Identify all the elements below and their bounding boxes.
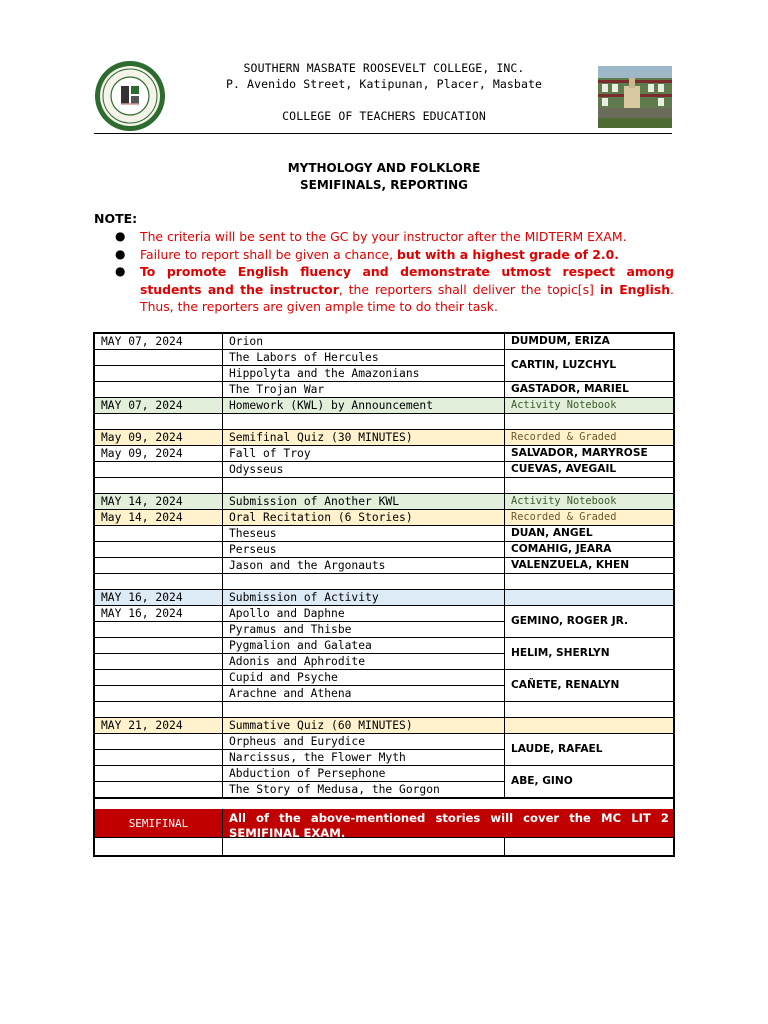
topic-cell: Submission of Activity — [223, 590, 505, 605]
date-cell — [95, 414, 223, 429]
reporter-cell-merged: LAUDE, RAFAEL — [505, 734, 673, 766]
topic-cell: Semifinal Quiz (30 MINUTES) — [223, 430, 505, 445]
reporter-cell: VALENZUELA, KHEN — [511, 559, 630, 571]
date-cell — [95, 686, 223, 701]
semifinal-message: All of the above-mentioned stories will cover the MC LIT 2 SEMIFINAL EXAM. — [229, 811, 669, 840]
reporter-cell — [505, 414, 673, 429]
reporter-cell-merged: CARTIN, LUZCHYL — [505, 350, 673, 382]
date-cell: MAY 21, 2024 — [95, 718, 223, 733]
reporter-cell: Activity Notebook — [505, 398, 673, 413]
document-title: MYTHOLOGY AND FOLKLORE — [287, 161, 481, 175]
topic-cell — [223, 574, 505, 589]
topic-cell: Pyramus and Thisbe — [223, 622, 505, 637]
date-cell — [95, 654, 223, 669]
note-item: ● Failure to report shall be given a chance, but with a highest grade of 2.0. — [115, 246, 619, 262]
table-row — [95, 718, 673, 734]
topic-cell: Apollo and Daphne — [223, 606, 505, 621]
empty-cell — [223, 838, 505, 855]
document-subtitle: SEMIFINALS, REPORTING — [300, 178, 468, 192]
topic-cell — [223, 702, 505, 717]
topic-cell: Abduction of Persephone — [223, 766, 505, 781]
table-row — [95, 334, 673, 350]
date-cell: MAY 07, 2024 — [95, 398, 223, 413]
table-row — [95, 574, 673, 590]
note-label: NOTE: — [94, 211, 138, 226]
date-cell — [95, 734, 223, 749]
topic-cell: The Trojan War — [223, 382, 505, 397]
bullet-icon: ● — [115, 264, 126, 279]
topic-cell: Perseus — [223, 542, 505, 557]
table-row — [95, 382, 673, 398]
reporter-cell: Recorded & Graded — [505, 430, 673, 445]
topic-cell — [223, 414, 505, 429]
note-item: ● The criteria will be sent to the GC by your instructor after the MIDTERM EXAM. — [115, 229, 627, 244]
date-cell — [95, 766, 223, 781]
date-cell: MAY 14, 2024 — [95, 494, 223, 509]
reporter-cell — [505, 702, 673, 717]
note-item: ● To promote English fluency and demonstrate utmost respect among students and the instructor, the reporters shall deliver the topic[s] in English. Thus, the reporters are given ample time to do their task. — [115, 264, 674, 315]
reporter-cell — [505, 718, 673, 733]
school-name: SOUTHERN MASBATE ROOSEVELT COLLEGE, INC. — [243, 61, 525, 75]
topic-cell: Arachne and Athena — [223, 686, 505, 701]
table-row — [95, 478, 673, 494]
reporter-cell — [505, 574, 673, 589]
topic-cell: Submission of Another KWL — [223, 494, 505, 509]
date-cell — [95, 558, 223, 573]
schedule-table — [93, 332, 675, 857]
reporter-cell: Activity Notebook — [505, 494, 673, 509]
reporter-cell: DUMDUM, ERIZA — [511, 335, 610, 347]
reporter-cell: GASTADOR, MARIEL — [511, 383, 629, 395]
table-row — [95, 430, 673, 446]
empty-cell — [95, 838, 223, 855]
date-cell: May 09, 2024 — [95, 430, 223, 445]
bullet-icon: ● — [115, 246, 126, 261]
reporter-cell: CUEVAS, AVEGAIL — [511, 463, 617, 475]
department-name: COLLEGE OF TEACHERS EDUCATION — [282, 109, 486, 123]
date-cell — [95, 638, 223, 653]
topic-cell: Homework (KWL) by Announcement — [223, 398, 505, 413]
table-row — [95, 414, 673, 430]
table-row — [95, 558, 673, 574]
date-cell — [95, 750, 223, 765]
date-cell — [95, 702, 223, 717]
table-row — [95, 590, 673, 606]
reporter-cell-merged: GEMINO, ROGER JR. — [505, 606, 673, 638]
table-row — [95, 398, 673, 414]
school-address: P. Avenido Street, Katipunan, Placer, Masbate — [225, 77, 543, 91]
date-cell — [95, 462, 223, 477]
date-cell — [95, 782, 223, 797]
date-cell — [95, 574, 223, 589]
table-row — [95, 702, 673, 718]
topic-cell: Summative Quiz (60 MINUTES) — [223, 718, 505, 733]
date-cell — [95, 366, 223, 381]
topic-cell: Oral Recitation (6 Stories) — [223, 510, 505, 525]
date-cell: May 14, 2024 — [95, 510, 223, 525]
reporter-cell-merged: HELIM, SHERLYN — [505, 638, 673, 670]
date-cell — [95, 350, 223, 365]
topic-cell: The Story of Medusa, the Gorgon — [223, 782, 505, 797]
topic-cell: Orpheus and Eurydice — [223, 734, 505, 749]
semifinal-banner — [95, 809, 673, 838]
date-cell — [95, 542, 223, 557]
table-row — [95, 526, 673, 542]
topic-cell: Adonis and Aphrodite — [223, 654, 505, 669]
topic-cell: Hippolyta and the Amazonians — [223, 366, 505, 381]
topic-cell: Pygmalion and Galatea — [223, 638, 505, 653]
table-row-empty — [95, 838, 673, 855]
date-cell — [95, 622, 223, 637]
topic-cell: The Labors of Hercules — [223, 350, 505, 365]
table-row — [95, 462, 673, 478]
topic-cell: Jason and the Argonauts — [223, 558, 505, 573]
bullet-icon: ● — [115, 229, 126, 243]
topic-cell: Narcissus, the Flower Myth — [223, 750, 505, 765]
reporter-cell: COMAHIG, JEARA — [511, 543, 612, 555]
date-cell: MAY 16, 2024 — [95, 590, 223, 605]
date-cell: MAY 07, 2024 — [95, 334, 223, 349]
topic-cell: Orion — [223, 334, 505, 349]
reporter-cell: Recorded & Graded — [505, 510, 673, 525]
semifinal-label: SEMIFINAL — [95, 809, 223, 837]
table-row — [95, 542, 673, 558]
reporter-cell: SALVADOR, MARYROSE — [511, 447, 648, 459]
date-cell — [95, 382, 223, 397]
note-list — [112, 228, 674, 316]
topic-cell — [223, 478, 505, 493]
topic-cell: Cupid and Psyche — [223, 670, 505, 685]
date-cell: MAY 16, 2024 — [95, 606, 223, 621]
table-row — [95, 510, 673, 526]
topic-cell: Odysseus — [223, 462, 505, 477]
reporter-cell — [505, 590, 673, 605]
date-cell — [95, 526, 223, 541]
header-divider — [94, 133, 672, 134]
reporter-cell-merged: CAÑETE, RENALYN — [505, 670, 673, 702]
topic-cell: Fall of Troy — [223, 446, 505, 461]
reporter-cell — [505, 478, 673, 493]
reporter-cell: DUAN, ANGEL — [511, 527, 593, 539]
date-cell: May 09, 2024 — [95, 446, 223, 461]
date-cell — [95, 670, 223, 685]
table-row — [95, 446, 673, 462]
table-row — [95, 798, 673, 799]
topic-cell: Theseus — [223, 526, 505, 541]
table-row — [95, 494, 673, 510]
reporter-cell-merged: ABE, GINO — [505, 766, 673, 798]
date-cell — [95, 478, 223, 493]
